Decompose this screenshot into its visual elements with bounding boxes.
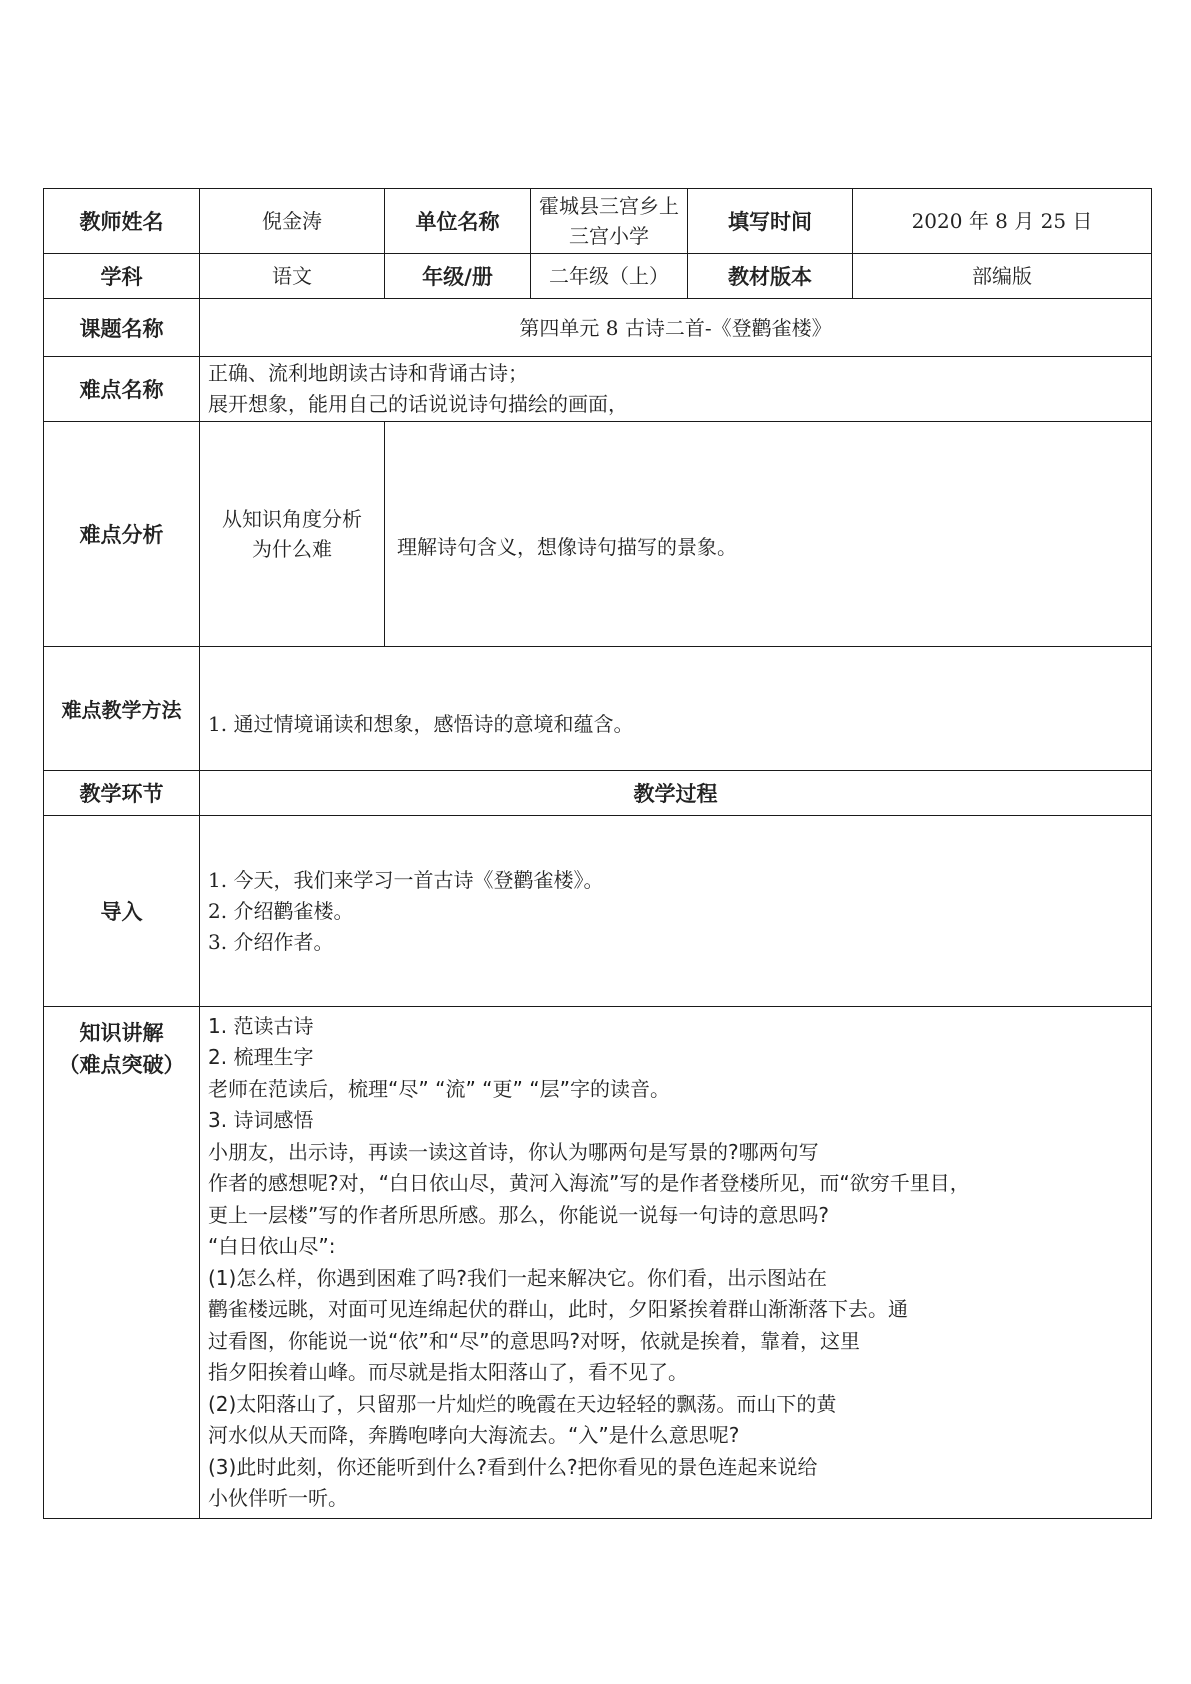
row-analysis — [44, 422, 1152, 647]
row-subject — [44, 254, 1152, 299]
process-stage-label: 教学环节 — [44, 771, 200, 816]
difficulty-value — [200, 357, 1152, 422]
edition-label: 教材版本 — [688, 254, 853, 299]
explain-line-6: 作者的感想呢?对，“白日依山尽，黄河入海流”写的是作者登楼所见，而“欲穷千里目， — [208, 1171, 970, 1195]
unit-value — [531, 189, 688, 254]
difficulty-line-1: 正确、流利地朗读古诗和背诵古诗； — [208, 361, 528, 385]
difficulty-label: 难点名称 — [44, 357, 200, 422]
row-teacher — [44, 189, 1152, 254]
difficulty-line-2: 展开想象，能用自己的话说说诗句描绘的画面， — [208, 392, 628, 416]
intro-value — [200, 816, 1152, 1007]
explain-line-15: (3)此时此刻，你还能听到什么?看到什么?把你看见的景色连起来说给 — [208, 1454, 818, 1479]
explain-line-16: 小伙伴听一听。 — [208, 1486, 348, 1510]
row-method — [44, 647, 1152, 771]
explain-line-13: (2)太阳落山了，只留那一片灿烂的晚霞在天边轻轻的飘荡。而山下的黄 — [208, 1391, 837, 1416]
method-label: 难点教学方法 — [44, 647, 200, 771]
intro-line-2: 2. 介绍鹳雀楼。 — [208, 898, 354, 923]
grade-label: 年级/册 — [385, 254, 531, 299]
subject-label: 学科 — [44, 254, 200, 299]
explain-line-11: 过看图，你能说一说“依”和“尽”的意思吗?对呀，依就是挨着，靠着，这里 — [208, 1328, 861, 1353]
explain-line-9: (1)怎么样，你遇到困难了吗?我们一起来解决它。你们看，出示图站在 — [208, 1265, 827, 1290]
explain-label-line2: （难点突破） — [58, 1053, 185, 1077]
lesson-plan-table — [43, 188, 1152, 1519]
analysis-value: 理解诗句含义，想像诗句描写的景象。 — [385, 422, 1152, 647]
explain-line-1: 1. 范读古诗 — [208, 1013, 314, 1038]
grade-value: 二年级（上） — [531, 254, 688, 299]
intro-line-3: 3. 介绍作者。 — [208, 929, 334, 954]
row-process-header — [44, 771, 1152, 816]
process-label: 教学过程 — [200, 771, 1152, 816]
date-label: 填写时间 — [688, 189, 853, 254]
explain-line-14: 河水似从天而降，奔腾咆哮向大海流去。“入”是什么意思呢? — [208, 1423, 740, 1447]
row-topic — [44, 299, 1152, 357]
explain-line-7: 更上一层楼”写的作者所思所感。那么，你能说一说每一句诗的意思吗? — [208, 1202, 829, 1227]
analysis-sub-label — [200, 422, 385, 647]
edition-value: 部编版 — [853, 254, 1152, 299]
explain-line-12: 指夕阳挨着山峰。而尽就是指太阳落山了，看不见了。 — [208, 1360, 688, 1384]
topic-value: 第四单元 8 古诗二首-《登鹳雀楼》 — [200, 299, 1152, 357]
intro-label: 导入 — [44, 816, 200, 1007]
explain-line-2: 2. 梳理生字 — [208, 1045, 314, 1069]
analysis-sub-label-line1: 从知识角度分析 — [222, 507, 362, 531]
teacher-value: 倪金涛 — [200, 189, 385, 254]
unit-value-line1: 霍城县三宫乡上 — [539, 194, 679, 218]
explain-line-5: 小朋友，出示诗，再读一读这首诗，你认为哪两句是写景的?哪两句写 — [208, 1139, 819, 1164]
subject-value: 语文 — [200, 254, 385, 299]
analysis-label: 难点分析 — [44, 422, 200, 647]
method-value: 1. 通过情境诵读和想象，感悟诗的意境和蕴含。 — [200, 647, 1152, 771]
teacher-label: 教师姓名 — [44, 189, 200, 254]
explain-label-line1: 知识讲解 — [79, 1021, 164, 1045]
explain-line-3: 老师在范读后，梳理“尽” “流” “更” “层”字的读音。 — [208, 1076, 670, 1101]
explain-label — [44, 1007, 200, 1519]
explain-content — [200, 1007, 1152, 1519]
row-difficulty — [44, 357, 1152, 422]
analysis-sub-label-line2: 为什么难 — [252, 537, 332, 561]
explain-line-10: 鹳雀楼远眺，对面可见连绵起伏的群山，此时，夕阳紧挨着群山渐渐落下去。通 — [208, 1297, 908, 1321]
topic-label: 课题名称 — [44, 299, 200, 357]
date-value: 2020 年 8 月 25 日 — [853, 189, 1152, 254]
explain-line-8: “白日依山尽”: — [208, 1234, 336, 1258]
row-explain — [44, 1007, 1152, 1519]
intro-line-1: 1. 今天，我们来学习一首古诗《登鹳雀楼》。 — [208, 867, 604, 892]
unit-label: 单位名称 — [385, 189, 531, 254]
explain-line-4: 3. 诗词感悟 — [208, 1108, 314, 1132]
row-intro — [44, 816, 1152, 1007]
unit-value-line2: 三宫小学 — [569, 224, 649, 248]
